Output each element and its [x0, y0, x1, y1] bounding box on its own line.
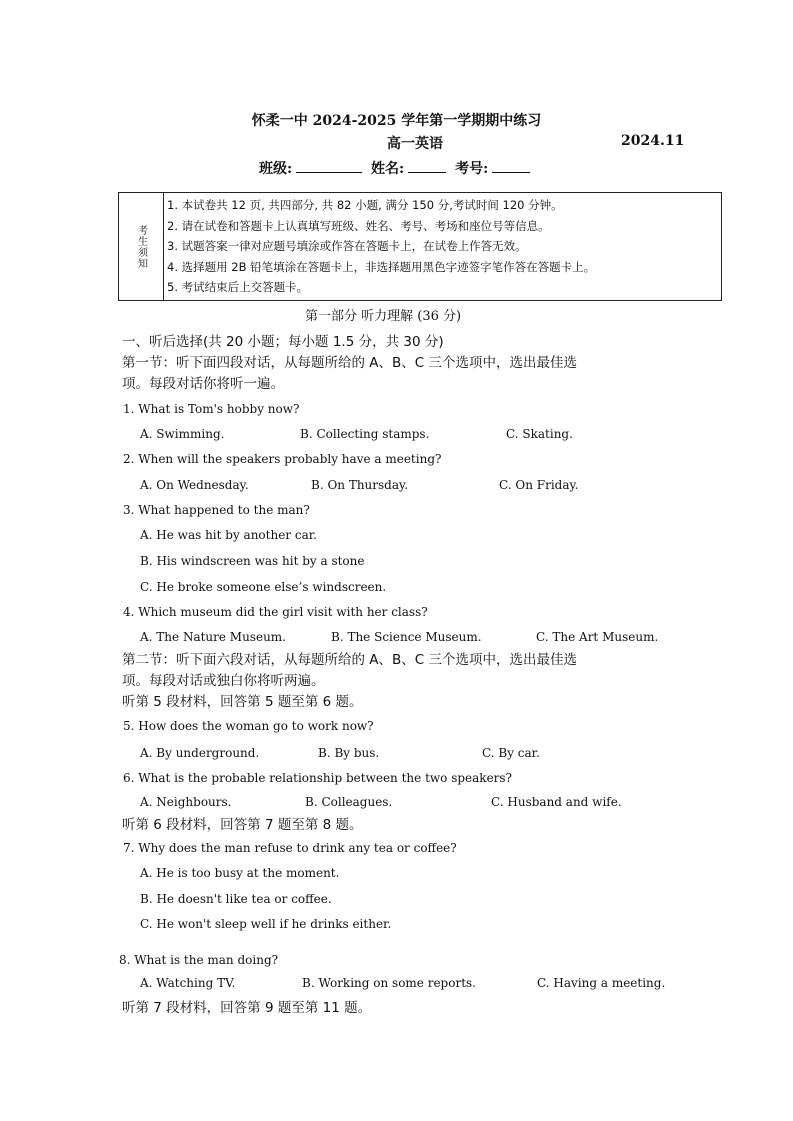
exam-title: 怀柔一中 2024-2025 学年第一学期期中练习 [251, 113, 542, 129]
q6-option-b: B. Colleagues. [305, 795, 393, 809]
section2-instructions: 第二节：听下面六段对话，从每题所给的 A、B、C 三个选项中，选出最佳选 [122, 652, 578, 668]
number-label: 考号: [455, 161, 489, 177]
name-blank [408, 158, 446, 173]
section2-instructions-cont: 项。每段对话或独白你将听两遍。 [122, 673, 325, 689]
subject-label: 高一英语 [387, 136, 443, 152]
q3-option-a: A. He was hit by another car. [140, 528, 317, 542]
class-blank [296, 158, 362, 173]
question-7: 7. Why does the man refuse to drink any tea or coffee? [123, 841, 457, 855]
q4-option-a: A. The Nature Museum. [140, 630, 286, 644]
q3-option-c: C. He broke someone else’s windscreen. [140, 580, 387, 594]
exam-date: 2024.11 [621, 133, 685, 149]
q7-option-b: B. He doesn't like tea or coffee. [140, 892, 332, 906]
q6-option-a: A. Neighbours. [140, 795, 232, 809]
q7-option-c: C. He won't sleep well if he drinks either. [140, 917, 392, 931]
q5-option-c: C. By car. [482, 746, 540, 760]
q5-option-b: B. By bus. [318, 746, 380, 760]
question-1: 1. What is Tom's hobby now? [123, 402, 300, 416]
notice-box [118, 192, 722, 301]
q1-option-b: B. Collecting stamps. [300, 427, 430, 441]
question-5: 5. How does the woman go to work now? [123, 719, 374, 733]
material-6-note: 听第 6 段材料，回答第 7 题至第 8 题。 [122, 817, 363, 833]
q8-option-a: A. Watching TV. [140, 976, 236, 990]
q5-option-a: A. By underground. [140, 746, 260, 760]
notice-item: 4. 选择题用 2B 铅笔填涂在答题卡上，非选择题用黑色字迹签字笔作答在答题卡上。 [167, 259, 596, 274]
number-blank [492, 158, 530, 173]
q2-option-c: C. On Friday. [499, 478, 579, 492]
q7-option-a: A. He is too busy at the moment. [140, 866, 340, 880]
notice-item: 3. 试题答案一律对应题号填涂或作答在答题卡上，在试卷上作答无效。 [167, 239, 527, 253]
q2-option-b: B. On Thursday. [311, 478, 409, 492]
section-heading: 一、听后选择(共 20 小题；每小题 1.5 分，共 30 分) [122, 334, 444, 350]
notice-item: 5. 考试结束后上交答题卡。 [167, 280, 309, 294]
student-info-row [259, 158, 534, 178]
q1-option-a: A. Swimming. [140, 427, 225, 441]
q1-option-c: C. Skating. [506, 427, 573, 441]
q6-option-c: C. Husband and wife. [491, 795, 622, 809]
question-2: 2. When will the speakers probably have a meeting? [123, 452, 442, 466]
notice-item: 1. 本试卷共 12 页, 共四部分, 共 82 小题, 满分 150 分,考试时间 120 分钟。 [167, 198, 563, 212]
q8-option-c: C. Having a meeting. [537, 976, 666, 990]
question-4: 4. Which museum did the girl visit with her class? [123, 605, 428, 619]
section1-instructions-cont: 项。每段对话你将听一遍。 [122, 376, 284, 392]
question-8: 8. What is the man doing? [119, 953, 279, 967]
material-5-note: 听第 5 段材料，回答第 5 题至第 6 题。 [122, 694, 363, 710]
q8-option-b: B. Working on some reports. [302, 976, 476, 990]
notice-item: 2. 请在试卷和答题卡上认真填写班级、姓名、考号、考场和座位号等信息。 [167, 218, 550, 233]
q2-option-a: A. On Wednesday. [140, 478, 249, 492]
material-7-note: 听第 7 段材料，回答第 9 题至第 11 题。 [122, 1000, 372, 1016]
class-label: 班级: [259, 161, 293, 177]
q4-option-c: C. The Art Museum. [536, 630, 659, 644]
part1-heading: 第一部分 听力理解 (36 分) [305, 309, 462, 324]
question-3: 3. What happened to the man? [123, 503, 310, 517]
q4-option-b: B. The Science Museum. [331, 630, 482, 644]
notice-label: 考生须知 [119, 193, 164, 300]
name-label: 姓名: [371, 161, 405, 177]
question-6: 6. What is the probable relationship between the two speakers? [123, 771, 512, 785]
q3-option-b: B. His windscreen was hit by a stone [140, 554, 365, 568]
section1-instructions: 第一节：听下面四段对话，从每题所给的 A、B、C 三个选项中，选出最佳选 [122, 355, 578, 371]
notice-items [167, 195, 595, 298]
